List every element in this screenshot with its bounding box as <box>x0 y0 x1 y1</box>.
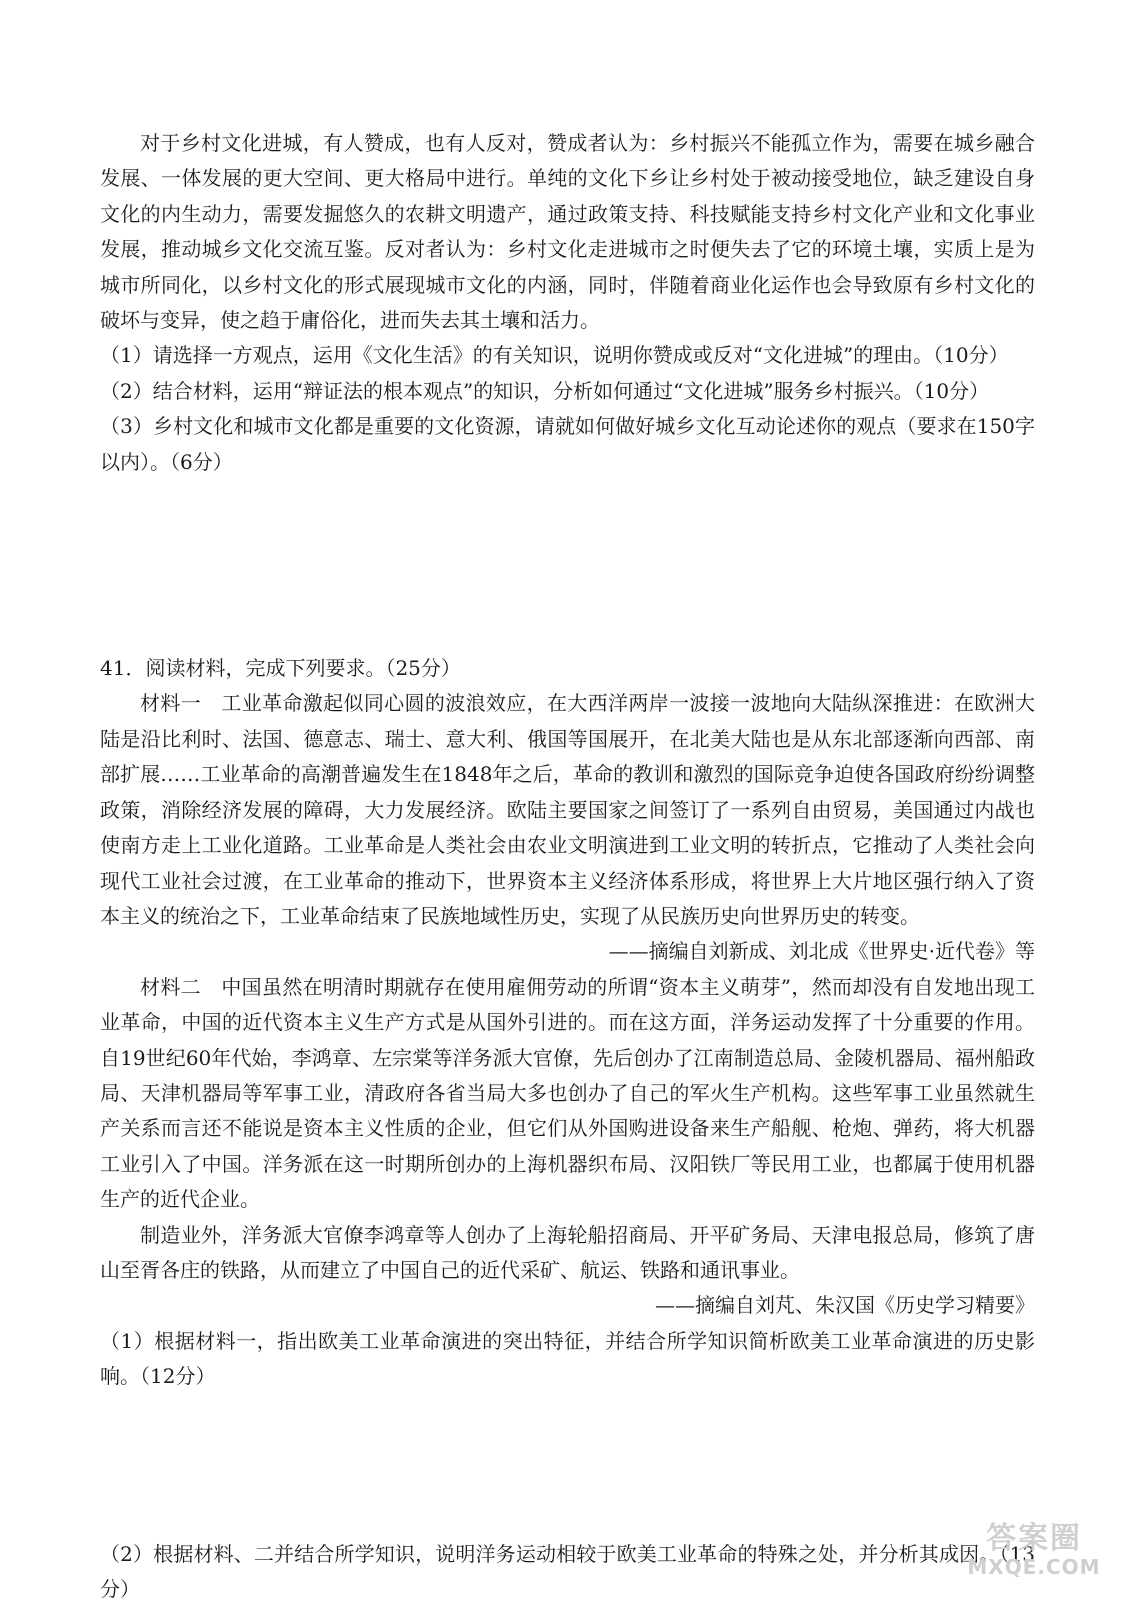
q41-material-2: 材料二 中国虽然在明清时期就存在使用雇佣劳动的所谓“资本主义萌芽”，然而却没有自发地出现工业革命，中国的近代资本主义生产方式是从国外引进的。而在这方面，洋务运动发挥了十分重要的作用。自19世纪60年代始，李鸿章、左宗棠等洋务派大官僚，先后创办了江南制造总局、金陵机器局、福州船政局、天津机器局等军事工业，清政府各省当局大多也创办了自己的军火生产机构。这些军事工业虽然就生产关系而言还不能说是资本主义性质的企业，但它们从外国购进设备来生产船舰、枪炮、弹药，将大机器工业引入了中国。洋务派在这一时期所创办的上海机器织布局、汉阳铁厂等民用工业，也都属于使用机器生产的近代企业。 <box>100 974 1035 1212</box>
q41-material-1: 材料一 工业革命激起似同心圆的波浪效应，在大西洋两岸一波接一波地向大陆纵深推进：在欧洲大陆是沿比利时、法国、德意志、瑞士、意大利、俄国等国展开，在北美大陆也是从东北部逐渐向西部、南部扩展……工业革命的高潮普遍发生在1848年之后，革命的教训和激烈的国际竞争迫使各国政府纷纷调整政策，消除经济发展的障碍，大力发展经济。欧陆主要国家之间签订了一系列自由贸易，美国通过内战也使南方走上工业化道路。工业革命是人类社会由农业文明演进到工业文明的转折点，它推动了人类社会向现代工业社会过渡，在工业革命的推动下，世界资本主义经济体系形成，将世界上大片地区强行纳入了资本主义的统治之下，工业革命结束了民族地域性历史，实现了从民族历史向世界历史的转变。 <box>100 691 1035 928</box>
watermark-logo <box>959 1522 1109 1582</box>
watermark-logo-text: 答案圈 <box>986 1521 1082 1556</box>
q40-subquestion-3: （3）乡村文化和城市文化都是重要的文化资源，请就如何做好城乡文化互动论述你的观点（要求在150字以内）。（6分） <box>100 414 1035 474</box>
q40-subquestion-1: （1）请选择一方观点，运用《文化生活》的有关知识，说明你赞成或反对“文化进城”的理由。（10分） <box>100 343 1009 368</box>
q41-source-1: ——摘编自刘新成、刘北成《世界史·近代卷》等 <box>608 939 1035 964</box>
q40-material: 对于乡村文化进城，有人赞成，也有人反对，赞成者认为：乡村振兴不能孤立作为，需要在城乡融合发展、一体发展的更大空间、更大格局中进行。单纯的文化下乡让乡村处于被动接受地位，缺乏建设自身文化的内生动力，需要发掘悠久的农耕文明遗产，通过政策支持、科技赋能支持乡村文化产业和文化事业发展，推动城乡文化交流互鉴。反对者认为：乡村文化走进城市之时便失去了它的环境土壤，实质上是为城市所同化，以乡村文化的形式展现城市文化的内涵，同时，伴随着商业化运作也会导致原有乡村文化的破坏与变异，使之趋于庸俗化，进而失去其土壤和活力。 <box>100 131 1035 333</box>
q41-material-2-continued: 制造业外，洋务派大官僚李鸿章等人创办了上海轮船招商局、开平矿务局、天津电报总局，修筑了唐山至胥各庄的铁路，从而建立了中国自己的近代采矿、航运、铁路和通讯事业。 <box>100 1222 1035 1282</box>
watermark-site-text: MXQE.COM <box>967 1555 1101 1579</box>
q41-source-2: ——摘编自刘芃、朱汉国《历史学习精要》 <box>655 1293 1035 1318</box>
exam-page <box>100 126 1035 1607</box>
answer-space <box>100 1395 1035 1537</box>
q41-subquestion-2: （2）根据材料、二并结合所学知识，说明洋务运动相较于欧美工业革命的特殊之处，并分析其成因。（13分） <box>100 1541 1035 1601</box>
q41-subquestion-1: （1）根据材料一，指出欧美工业革命演进的突出特征，并结合所学知识简析欧美工业革命演进的历史影响。（12分） <box>100 1328 1035 1389</box>
q40-subquestion-2: （2）结合材料，运用“辩证法的根本观点”的知识，分析如何通过“文化进城”服务乡村振兴。（10分） <box>100 378 990 403</box>
answer-space <box>100 480 1035 651</box>
q41-stem: 41．阅读材料，完成下列要求。（25分） <box>100 656 461 681</box>
